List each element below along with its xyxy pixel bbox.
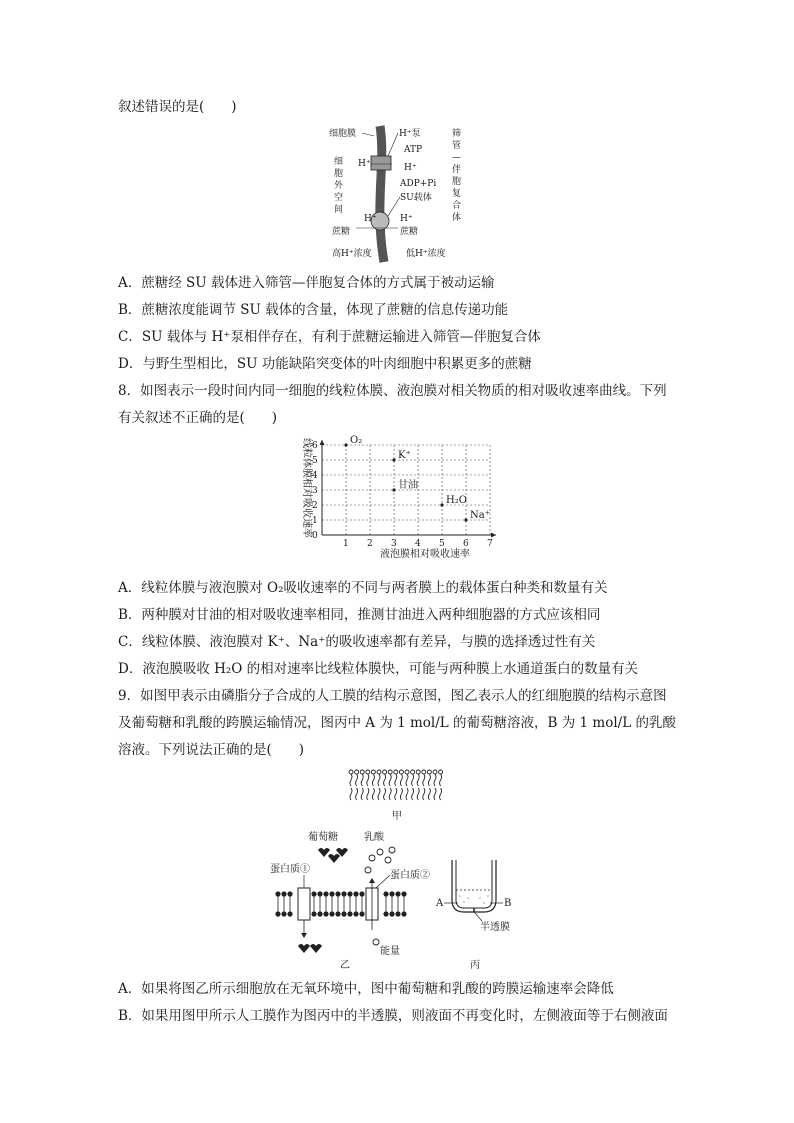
q7-option-b: B．蔗糖浓度能调节 SU 载体的含量，体现了蔗糖的信息传递功能 [118,302,509,318]
phospholipid-top [406,774,408,786]
u-tube [452,860,496,912]
glucose-molecules-top [318,848,348,863]
data-point-label: Na⁺ [470,510,490,521]
phospholipid-top [361,774,363,786]
lipid-head-inner [323,911,328,916]
protein-1-shape [298,888,310,920]
q9-option-b: B．如果用图甲所示人工膜作为图丙中的半透膜，则液面不再变化时，左侧液面等于右侧液面 [118,1008,668,1024]
label-energy: 能量 [380,946,400,957]
phospholipid-top [440,774,442,786]
svg-text:胞: 胞 [334,169,344,179]
lipid-head-outer [311,891,316,896]
label-bing: 丙 [470,960,480,971]
label-sucrose-right: 蔗糖 [400,227,419,237]
phospholipid-bottom [372,788,374,800]
y-axis-arrow [320,440,325,445]
data-point-label: O₂ [350,435,363,446]
q7-option-d: D．与野生型相比，SU 功能缺陷突变体的叶肉细胞中积累更多的蔗糖 [118,356,532,372]
y-tick-label: 2 [312,501,318,511]
q8-stem-line1: 8．如图表示一段时间内同一细胞的线粒体膜、液泡膜对相关物质的相对吸收速率曲线。下列 [118,383,667,399]
phospholipid-top [428,774,430,786]
lipid-head-outer [395,891,400,896]
q9-figure-yi [268,830,448,972]
svg-text:合: 合 [452,201,462,211]
q9-figure-bing [430,858,530,972]
phospholipid-bottom [367,788,369,800]
x-tick-label: 1 [343,539,349,549]
phospholipid-top [389,774,391,786]
label-h-left-top: H⁺ [358,159,371,169]
q9-stem-line1: 9．如图甲表示由磷脂分子合成的人工膜的结构示意图，图乙表示人的红细胞膜的结构示意图 [118,688,667,704]
phospholipid-bottom [406,788,408,800]
lipid-head-outer [389,891,394,896]
x-tick-label: 5 [439,539,445,549]
y-tick-label: 6 [312,441,318,451]
phospholipid-bottom [389,788,391,800]
x-tick-label: 3 [391,539,397,549]
data-point [464,518,467,521]
lipid-head-outer [347,891,352,896]
data-point-label: K⁺ [398,450,411,461]
data-point-label: H₂O [446,495,467,506]
x-axis-label: 液泡膜相对吸收速率 [380,549,470,560]
lipid-head-inner [359,911,364,916]
phospholipid-top [423,774,425,786]
svg-text:—: — [452,153,461,163]
q9-stem-line3: 溶液。下列说法正确的是( ) [118,742,305,758]
q8-option-d: D．液泡膜吸收 H₂O 的相对速率比线粒体膜快，可能与两种膜上水通道蛋白的数量有关 [118,661,639,677]
x-tick-label: 2 [367,539,373,549]
q7-membrane-figure [326,124,476,264]
data-point [344,443,347,446]
svg-text:胞: 胞 [452,177,462,187]
phospholipid-top [378,774,380,786]
label-h-left-bottom: H⁺ [364,214,377,224]
label-jia: 甲 [392,811,402,822]
phospholipid-bottom [428,788,430,800]
glucose-molecules-bottom [298,944,322,953]
phospholipid-bottom [395,788,397,800]
phospholipid-bottom [356,788,358,800]
label-semipermeable: 半透膜 [480,922,510,933]
lipid-head-outer [335,891,340,896]
label-sucrose-left: 蔗糖 [332,227,351,237]
data-point [440,503,443,506]
phospholipid-bottom [417,788,419,800]
svg-text:管: 管 [452,141,462,151]
lipid-head-inner [395,911,400,916]
x-axis-arrow [491,533,496,538]
lipid-head-outer [317,891,322,896]
lipid-head-outer [341,891,346,896]
lipid-head-outer [353,891,358,896]
label-atp: ATP [404,145,423,155]
phospholipid-bottom [378,788,380,800]
label-cell-membrane: 细胞膜 [329,129,357,139]
label-h-right-bottom: H⁺ [400,214,413,224]
label-low-h: 低H⁺浓度 [406,249,446,259]
phospholipid-bottom [350,788,352,800]
lipid-head-inner [347,911,352,916]
svg-text:体: 体 [452,213,462,223]
x-tick-label: 4 [415,539,421,549]
svg-text:空: 空 [334,193,344,203]
svg-text:筛: 筛 [452,129,462,139]
lipid-head-inner [401,911,406,916]
phospholipid-bottom [400,788,402,800]
lipid-head-inner [353,911,358,916]
y-tick-label: 5 [312,456,318,466]
svg-text:间: 间 [334,205,344,215]
data-point [392,488,395,491]
y-tick-label: 4 [312,471,318,481]
lipid-head-outer [323,891,328,896]
cell-membrane-band [380,126,384,262]
lipid-head-inner [389,911,394,916]
lipid-head-inner [311,911,316,916]
label-a: A [436,898,444,909]
phospholipid-top [395,774,397,786]
lipid-head-outer [275,891,280,896]
data-point [392,458,395,461]
lipid-head-inner [287,911,292,916]
lipid-head-outer [401,891,406,896]
lipid-head-inner [341,911,346,916]
phospholipid-bottom [440,788,442,800]
svg-text:细: 细 [334,157,344,167]
phospholipid-top [356,774,358,786]
lipid-head-inner [281,911,286,916]
lipid-head-outer [329,891,334,896]
phospholipid-top [350,774,352,786]
lipid-head-outer [281,891,286,896]
phospholipid-bottom [434,788,436,800]
q8-stem-line2: 有关叙述不正确的是( ) [118,410,278,426]
phospholipid-top [434,774,436,786]
svg-text:复: 复 [452,189,462,199]
phospholipid-top [417,774,419,786]
label-high-h: 高H⁺浓度 [332,249,372,259]
lipid-head-inner [335,911,340,916]
phospholipid-top [367,774,369,786]
x-tick-label: 6 [463,539,469,549]
y-axis-label: 线粒体膜相对吸收速率 [301,438,312,538]
lipid-head-inner [275,911,280,916]
q7-option-c: C．SU 载体与 H⁺泵相伴存在，有利于蔗糖运输进入筛管—伴胞复合体 [118,329,541,345]
q8-option-a: A．线粒体膜与液泡膜对 O₂吸收速率的不同与两者膜上的载体蛋白种类和数量有关 [118,580,608,596]
phospholipid-bottom [423,788,425,800]
lipid-head-outer [359,891,364,896]
lipid-head-inner [317,911,322,916]
phospholipid-top [400,774,402,786]
q7-option-a: A．蔗糖经 SU 载体进入筛管—伴胞复合体的方式属于被动运输 [118,275,495,291]
y-tick-label: 3 [312,486,318,496]
label-su-carrier: SU载体 [400,193,432,203]
label-adp-pi: ADP+Pi [400,179,437,189]
label-h-right-top: H⁺ [404,163,417,173]
label-extracellular-vertical [334,156,344,215]
lipid-head-inner [383,911,388,916]
data-point-label: 甘油 [398,480,418,491]
label-glucose: 葡萄糖 [308,832,338,843]
x-tick-label: 7 [487,539,493,549]
phospholipid-top [372,774,374,786]
y-tick-label: 0 [312,531,318,541]
lipid-head-inner [329,911,334,916]
q9-stem-line2: 及葡萄糖和乳酸的跨膜运输情况，图丙中 A 为 1 mol/L 的葡萄糖溶液，B 为 1 mol/L 的乳酸 [118,715,676,731]
q9-option-a: A．如果将图乙所示细胞放在无氧环境中，图中葡萄糖和乳酸的跨膜运输速率会降低 [118,981,614,997]
phospholipid-bottom [412,788,414,800]
label-h-pump: H⁺泵 [399,129,421,139]
phospholipid-bottom [384,788,386,800]
solution-dots [459,895,489,904]
q8-option-c: C．线粒体膜、液泡膜对 K⁺、Na⁺的吸收速率都有差异，与膜的选择透过性有关 [118,634,596,650]
svg-text:伴: 伴 [452,165,462,175]
lipid-head-outer [287,891,292,896]
label-protein-2: 蛋白质② [390,870,430,881]
phospholipid-top [384,774,386,786]
q7-stem: 叙述错误的是( ) [118,99,237,115]
label-lactic-acid: 乳酸 [364,832,384,843]
svg-text:外: 外 [334,181,344,191]
label-yi: 乙 [340,960,350,971]
label-sieve-complex-vertical [452,127,461,223]
phospholipid-bottom [361,788,363,800]
q8-option-b: B．两种膜对甘油的相对吸收速率相同，推测甘油进入两种细胞器的方式应该相同 [118,607,601,623]
y-tick-label: 1 [312,516,318,526]
q8-scatter-chart [292,432,512,566]
label-protein-1: 蛋白质① [270,864,310,875]
h-pump-shape [371,156,391,170]
lipid-head-outer [383,891,388,896]
label-b: B [504,898,512,909]
phospholipid-top [412,774,414,786]
q9-figure-jia [346,768,450,824]
